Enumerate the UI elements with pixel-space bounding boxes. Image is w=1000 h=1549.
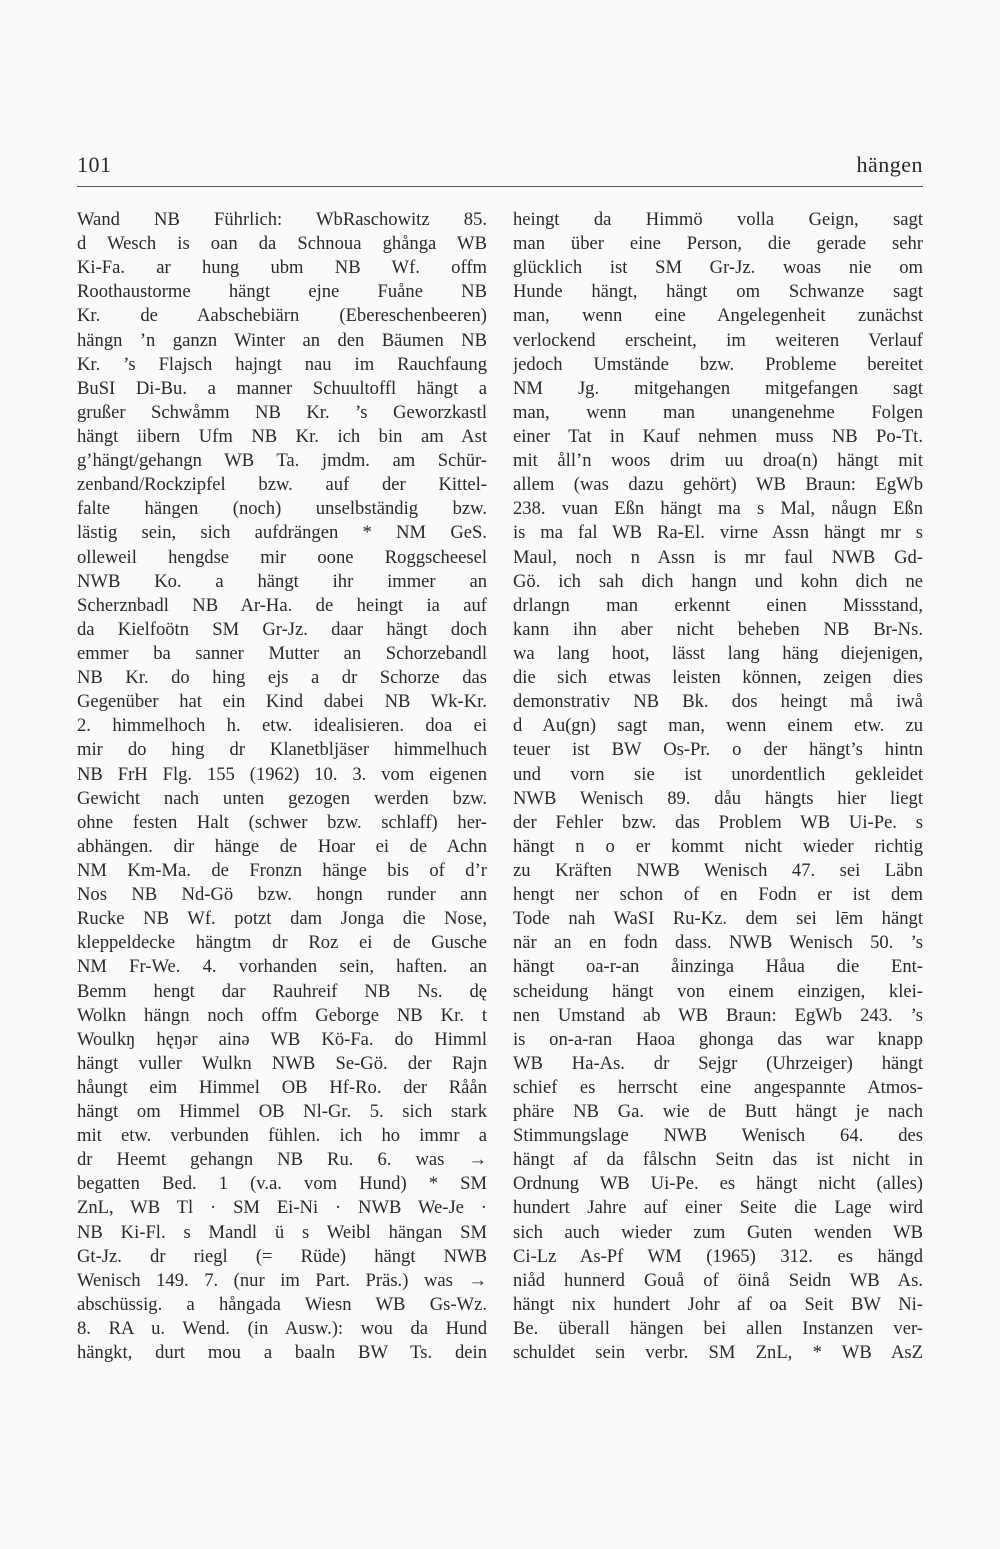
text-line: Gewicht nach unten gezogen werden bzw. — [77, 787, 487, 809]
text-line: da Kielfoötn SM Gr-Jz. daar hängt doch — [77, 618, 487, 640]
text-line: grußer Schwåmm NB Kr. ’s Geworzkastl — [77, 401, 487, 423]
running-header — [77, 152, 923, 187]
text-line: glücklich ist SM Gr-Jz. woas nie om — [513, 257, 923, 279]
text-line: Kr. de Aabschebiärn (Ebereschenbeeren) — [77, 305, 487, 327]
text-line: g’hängt/gehangn WB Ta. jmdm. am Schür- — [77, 450, 487, 472]
text-line: Be. überall hängen bei allen Instanzen ver- — [513, 1318, 923, 1340]
text-line: abhängen. dir hänge de Hoar ei de Achn — [77, 835, 487, 857]
text-line: Ordnung WB Ui-Pe. es hängt nicht (alles) — [513, 1173, 923, 1195]
text-line: Gegenüber hat ein Kind dabei NB Wk-Kr. — [77, 691, 487, 713]
right-text-column — [513, 208, 923, 1365]
text-line: verlockend erscheint, im weiteren Verlauf — [513, 329, 923, 351]
text-line: einer Tat in Kauf nehmen muss NB Po-Tt. — [513, 425, 923, 447]
text-line: BuSI Di-Bu. a manner Schuultoffl hängt a — [77, 377, 487, 399]
text-line: Scherznbadl NB Ar-Ha. de heingt ia auf — [77, 594, 487, 616]
text-line: jedoch Umstände bzw. Probleme bereitet — [513, 353, 923, 375]
text-line: Nos NB Nd-Gö bzw. hongn runder ann — [77, 884, 487, 906]
text-line: Wolkn hängn noch offm Geborge NB Kr. t — [77, 1004, 487, 1026]
text-line: phäre NB Ga. wie de Butt hängt je nach — [513, 1101, 923, 1123]
text-line: hängt iibern Ufm NB Kr. ich bin am Ast — [77, 425, 487, 447]
text-line: is on-a-ran Haoa ghonga das war knapp — [513, 1028, 923, 1050]
text-line: begatten Bed. 1 (v.a. vom Hund) * SM — [77, 1173, 487, 1195]
text-line: der Fehler bzw. das Problem WB Ui-Pe. s — [513, 811, 923, 833]
text-line: WB Ha-As. dr Sejgr (Uhrzeiger) hängt — [513, 1052, 923, 1074]
text-line: sich auch wieder zum Guten wenden WB — [513, 1221, 923, 1243]
text-line: Tode nah WaSI Ru-Kz. dem sei lēm hängt — [513, 908, 923, 930]
text-line: lästig sein, sich aufdrängen * NM GeS. — [77, 522, 487, 544]
text-line: Ci-Lz As-Pf WM (1965) 312. es hängd — [513, 1245, 923, 1267]
left-text-column — [77, 208, 487, 1365]
text-line: Bemm hengt dar Rauhreif NB Ns. dę — [77, 980, 487, 1002]
text-line: und vorn sie ist unordentlich gekleidet — [513, 763, 923, 785]
text-line: håungt eim Himmel OB Hf-Ro. der Råån — [77, 1076, 487, 1098]
text-line: hängkt, durt mou a baaln BW Ts. dein — [77, 1342, 487, 1364]
text-line: NB Ki-Fl. s Mandl ü s Weibl hängan SM — [77, 1221, 487, 1243]
text-line: d Au(gn) sagt man, wenn einem etw. zu — [513, 715, 923, 737]
text-line: 8. RA u. Wend. (in Ausw.): wou da Hund — [77, 1318, 487, 1340]
text-line: schuldet sein verbr. SM ZnL, * WB AsZ — [513, 1342, 923, 1364]
text-line: NM Jg. mitgehangen mitgefangen sagt — [513, 377, 923, 399]
text-line: demonstrativ NB Bk. dos heingt må iwå — [513, 691, 923, 713]
text-line: hängt af da fålschn Seitn das ist nicht in — [513, 1149, 923, 1171]
text-line: wa lang hoot, lässt lang häng diejenigen, — [513, 642, 923, 664]
text-line: allem (was dazu gehört) WB Braun: EgWb — [513, 474, 923, 496]
text-line: ohne festen Halt (schwer bzw. schlaff) her- — [77, 811, 487, 833]
text-line: hängt nix hundert Johr af oa Seit BW Ni- — [513, 1293, 923, 1315]
text-line: schief es herrscht eine angespannte Atmos- — [513, 1076, 923, 1098]
text-line: mit åll’n woos drim uu droa(n) hängt mit — [513, 450, 923, 472]
text-line: kleppeldecke hängtm dr Roz ei de Gusche — [77, 932, 487, 954]
text-line: d Wesch is oan da Schnoua ghånga WB — [77, 233, 487, 255]
text-line: 2. himmelhoch h. etw. idealisieren. doa ei — [77, 715, 487, 737]
running-headword: hängen — [856, 152, 923, 177]
text-line: NM Km-Ma. de Fronzn hänge bis of d’r — [77, 859, 487, 881]
text-line: hundert Jahre auf einer Seite die Lage wird — [513, 1197, 923, 1219]
text-line: NB Kr. do hing ejs a dr Schorze das — [77, 667, 487, 689]
text-line: man, wenn eine Angelegenheit zunächst — [513, 305, 923, 327]
text-line: kann ihn aber nicht beheben NB Br-Ns. — [513, 618, 923, 640]
text-line: Hunde hängt, hängt om Schwanze sagt — [513, 281, 923, 303]
text-line: Maul, noch n Assn is mr faul NWB Gd- — [513, 546, 923, 568]
text-line: nen Umstand ab WB Braun: EgWb 243. ’s — [513, 1004, 923, 1026]
text-line: mit etw. verbunden fühlen. ich ho immr a — [77, 1125, 487, 1147]
text-line: NM Fr-We. 4. vorhanden sein, haften. an — [77, 956, 487, 978]
text-line: 238. vuan Eßn hängt ma s Mal, nåugn Eßn — [513, 498, 923, 520]
text-line: NWB Ko. a hängt ihr immer an — [77, 570, 487, 592]
text-line: NB FrH Flg. 155 (1962) 10. 3. vom eigenen — [77, 763, 487, 785]
text-line: heingt da Himmö volla Geign, sagt — [513, 209, 923, 230]
text-line: NWB Wenisch 89. dåu hängts hier liegt — [513, 787, 923, 809]
text-line: niåd hunnerd Gouå of öinå Seidn WB As. — [513, 1269, 923, 1291]
text-line: olleweil hengdse mir oone Roggscheesel — [77, 546, 487, 568]
text-line: Rucke NB Wf. potzt dam Jonga die Nose, — [77, 908, 487, 930]
text-line: hengt ner schon of en Fodn er ist dem — [513, 884, 923, 906]
text-line: mir do hing dr Klanetbljäser himmelhuch — [77, 739, 487, 761]
page-number: 101 — [77, 152, 112, 177]
text-line: hängt oa-r-an åinzinga Håua die Ent- — [513, 956, 923, 978]
text-line: teuer ist BW Os-Pr. o der hängt’s hintn — [513, 739, 923, 761]
text-line: ZnL, WB Tl · SM Ei-Ni · NWB We-Je · — [77, 1197, 487, 1219]
text-line: man über eine Person, die gerade sehr — [513, 233, 923, 255]
text-line: hängt vuller Wulkn NWB Se-Gö. der Rajn — [77, 1052, 487, 1074]
text-line: falte hängen (noch) unselbständig bzw. — [77, 498, 487, 520]
text-line: is ma fal WB Ra-El. virne Assn hängt mr s — [513, 522, 923, 544]
text-line: man, wenn man unangenehme Folgen — [513, 401, 923, 423]
text-line: Kr. ’s Flajsch hajngt nau im Rauchfaung — [77, 353, 487, 375]
text-line: Wenisch 149. 7. (nur im Part. Präs.) was → — [77, 1269, 487, 1291]
text-line: scheidung hängt von einem einzigen, klei- — [513, 980, 923, 1002]
text-line: Wand NB Führlich: WbRaschowitz 85. — [77, 209, 487, 230]
text-line: hängn ’n ganzn Winter an den Bäumen NB — [77, 329, 487, 351]
text-line: Roothaustorme hängt ejne Fuåne NB — [77, 281, 487, 303]
text-line: hängt n o er kommt nicht wieder richtig — [513, 835, 923, 857]
text-line: Gt-Jz. dr riegl (= Rüde) hängt NWB — [77, 1245, 487, 1267]
text-line: Gö. ich sah dich hangn und kohn dich ne — [513, 570, 923, 592]
text-line: emmer ba sanner Mutter an Schorzebandl — [77, 642, 487, 664]
text-line: Woulkŋ hęŋər ainə WB Kö-Fa. do Himml — [77, 1028, 487, 1050]
text-line: Ki-Fa. ar hung ubm NB Wf. offm — [77, 257, 487, 279]
text-line: drlangn man erkennt einen Missstand, — [513, 594, 923, 616]
text-line: die sich etwas leisten können, zeigen dies — [513, 667, 923, 689]
text-line: dr Heemt gehangn NB Ru. 6. was → — [77, 1149, 487, 1171]
text-line: abschüssig. a hångada Wiesn WB Gs-Wz. — [77, 1293, 487, 1315]
text-line: när an en fodn dass. NWB Wenisch 50. ’s — [513, 932, 923, 954]
text-line: zenband/Rockzipfel bzw. auf der Kittel- — [77, 474, 487, 496]
text-line: hängt om Himmel OB Nl-Gr. 5. sich stark — [77, 1101, 487, 1123]
text-line: zu Kräften NWB Wenisch 47. sei Läbn — [513, 859, 923, 881]
text-line: Stimmungslage NWB Wenisch 64. des — [513, 1125, 923, 1147]
